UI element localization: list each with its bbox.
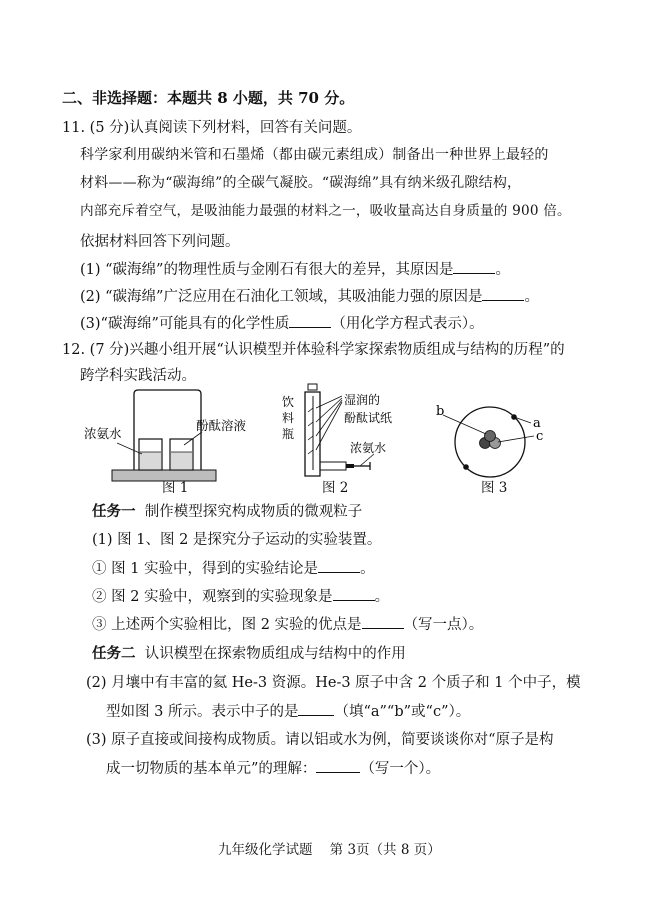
figure-3 <box>430 402 550 478</box>
q11-part2-end: 。 <box>524 289 539 305</box>
q11-material-line-1: 科学家利用碳纳米管和石墨烯（都由碳元素组成）制备出一种世界上最轻的 <box>80 147 549 163</box>
answer-blank[interactable] <box>316 758 360 773</box>
answer-blank[interactable] <box>298 701 334 716</box>
task1-item1 <box>92 558 375 579</box>
q11-material-line-2: 材料——称为“碳海绵”的全碳气凝胶。“碳海绵”具有纳米级孔隙结构， <box>80 175 522 191</box>
fig2-bottle-label-3: 瓶 <box>282 427 295 441</box>
task2-part2-end: （填“a”“b”或“c”）。 <box>334 704 471 720</box>
task1-heading <box>92 502 362 522</box>
answer-blank[interactable] <box>362 614 404 629</box>
q11-intro: 依据材料回答下列问题。 <box>80 234 240 250</box>
fig2-paper-label-1: 湿润的 <box>344 393 381 407</box>
task1-item3 <box>92 614 483 635</box>
task2-title: 任务二 <box>92 645 136 662</box>
answer-blank[interactable] <box>289 313 331 328</box>
answer-blank[interactable] <box>318 558 360 573</box>
q12-stem-line-2: 跨学科实践活动。 <box>80 368 196 384</box>
fig2-caption: 图 2 <box>322 480 349 496</box>
answer-blank[interactable] <box>333 586 375 601</box>
q11-part3-text: (3)“碳海绵”可能具有的化学性质 <box>80 316 290 332</box>
figure-1 <box>84 388 254 488</box>
page-footer: 九年级化学试题 第 3页（共 8 页） <box>218 842 441 858</box>
answer-blank[interactable] <box>453 259 495 274</box>
task1-text: 制作模型探究构成物质的微观粒子 <box>144 504 363 520</box>
section-title: 二、非选择题：本题共 8 小题，共 70 分。 <box>62 89 355 107</box>
fig3-caption: 图 3 <box>481 480 508 496</box>
q12-stem-line-1: 12. (7 分)兴趣小组开展“认识模型并体验科学家探索物质组成与结构的历程”的 <box>62 342 565 358</box>
q11-part3-end: （用化学方程式表示）。 <box>331 316 484 332</box>
q11-part1 <box>80 259 510 280</box>
q11-part3 <box>80 313 484 334</box>
task1-item2-end: 。 <box>374 589 390 605</box>
task2-part3-text: 成一切物质的基本单元”的理解： <box>106 761 317 777</box>
fig2-ammonia-label: 浓氨水 <box>350 441 387 455</box>
q11-stem: 11. (5 分)认真阅读下列材料，回答有关问题。 <box>62 120 362 136</box>
fig3-label-c: c <box>536 429 544 444</box>
task1-item3-text: ③ 上述两个实验相比，图 2 实验的优点是 <box>92 617 362 633</box>
q11-part1-end: 。 <box>495 262 510 278</box>
fig3-label-b: b <box>436 404 445 419</box>
figure-2 <box>268 382 398 478</box>
fig2-paper-label-2: 酚酞试纸 <box>344 411 393 425</box>
task2-part3-end: （写一个）。 <box>360 761 441 777</box>
task1-item1-end: 。 <box>360 561 375 577</box>
task2-part3-line-2 <box>106 758 440 779</box>
answer-blank[interactable] <box>482 286 524 301</box>
fig2-bottle-label-1: 饮 <box>282 395 295 409</box>
fig1-caption: 图 1 <box>162 480 189 496</box>
task1-item2 <box>92 586 389 607</box>
task1-item1-text: ① 图 1 实验中，得到的实验结论是 <box>92 561 319 577</box>
task2-text: 认识模型在探索物质组成与结构中的作用 <box>144 646 406 662</box>
task1-item2-text: ② 图 2 实验中，观察到的实验现象是 <box>92 589 333 605</box>
fig1-left-label: 浓氨水 <box>84 426 122 441</box>
task1-part1: (1) 图 1、图 2 是探究分子运动的实验装置。 <box>92 532 382 548</box>
task1-item3-end: （写一点）。 <box>403 617 484 633</box>
task2-heading <box>92 644 406 664</box>
q11-part2 <box>80 286 539 307</box>
fig2-bottle-label-2: 料 <box>282 411 295 425</box>
q11-part2-text: (2) “碳海绵”广泛应用在石油化工领域，其吸油能力强的原因是 <box>80 289 483 305</box>
task2-part3-line-1: (3) 原子直接或间接构成物质。请以铝或水为例，简要谈谈你对“原子是构 <box>86 732 554 748</box>
q11-part1-text: (1) “碳海绵”的物理性质与金刚石有很大的差异，其原因是 <box>80 262 454 278</box>
q11-material-line-3: 内部充斥着空气，是吸油能力最强的材料之一，吸收量高达自身质量的 900 倍。 <box>80 203 571 219</box>
task2-part2-text: 型如图 3 所示。表示中子的是 <box>106 704 299 720</box>
task1-title: 任务一 <box>92 503 136 520</box>
task2-part2-line-2 <box>106 701 470 722</box>
fig3-label-a: a <box>533 416 541 431</box>
fig1-right-label: 酚酞溶液 <box>196 418 247 433</box>
task2-part2-line-1: (2) 月壤中有丰富的氦 He-3 资源。He-3 原子中含 2 个质子和 1 个中子，模 <box>86 675 581 691</box>
